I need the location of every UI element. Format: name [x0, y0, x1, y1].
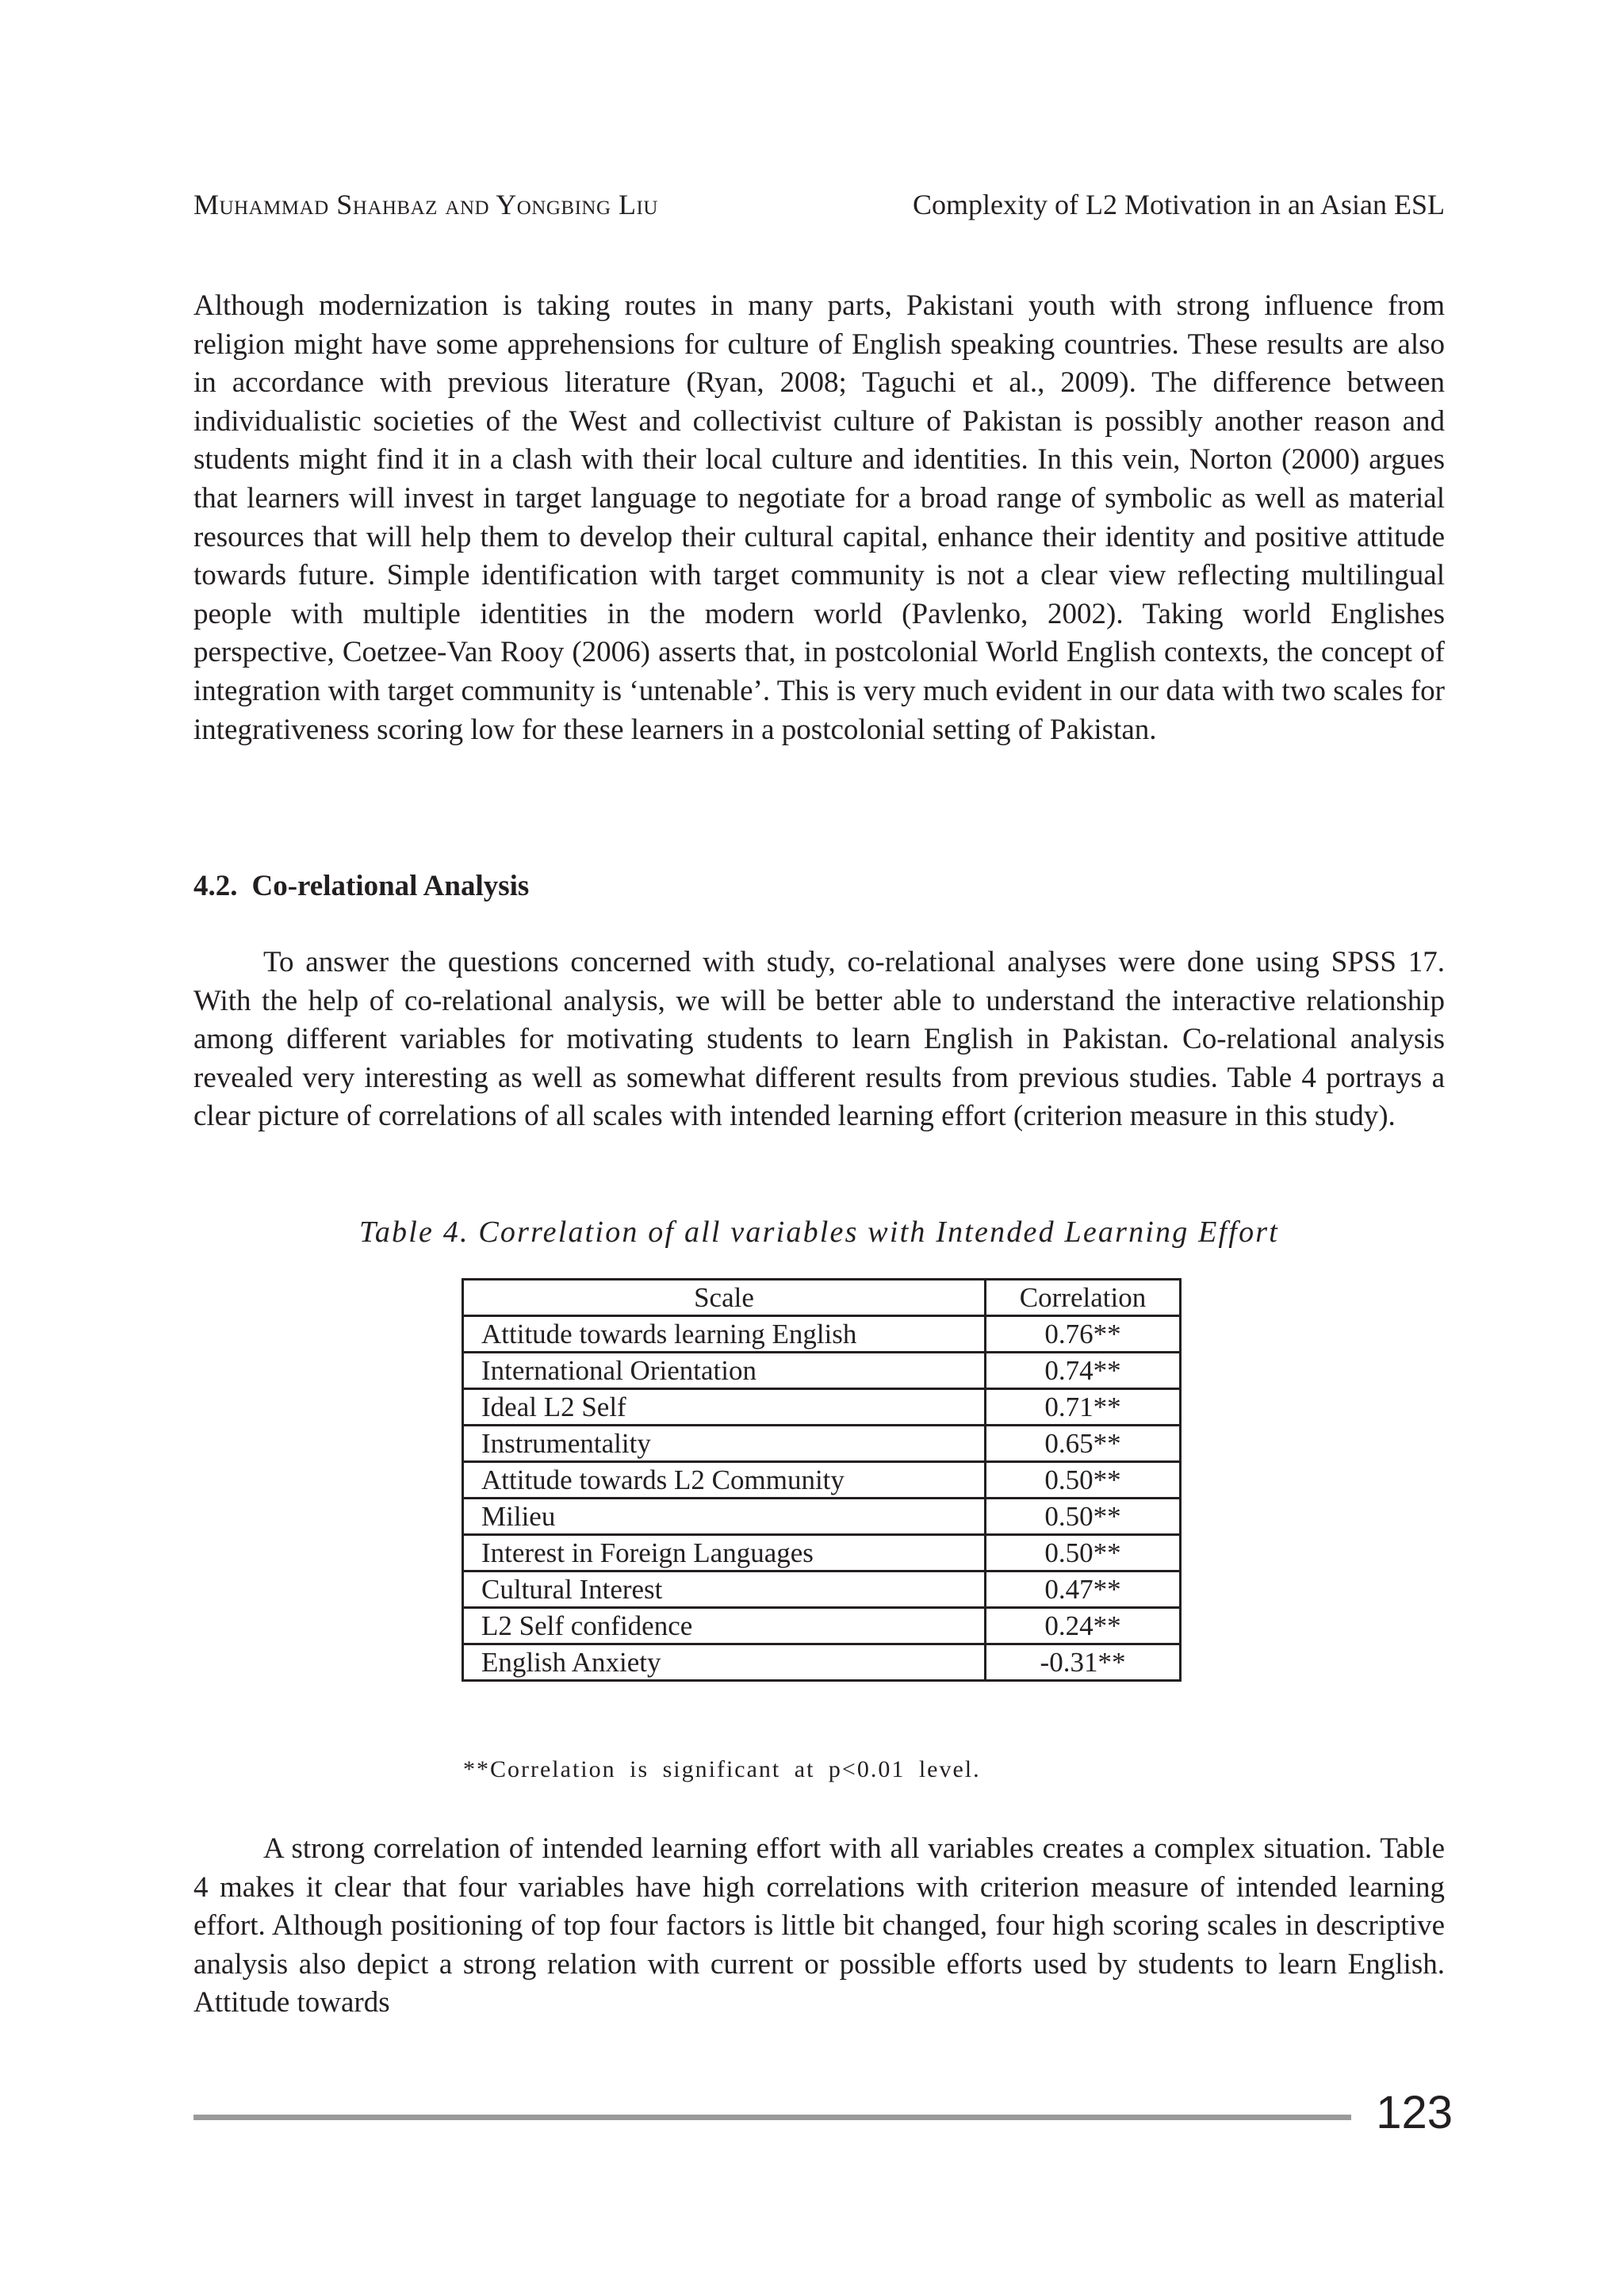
- scale-cell: Attitude towards L2 Community: [463, 1462, 986, 1499]
- correlation-cell: 0.65**: [986, 1426, 1181, 1462]
- scale-cell: Interest in Foreign Languages: [463, 1535, 986, 1571]
- running-head-title: Complexity of L2 Motivation in an Asian ESL: [913, 189, 1445, 220]
- correlation-cell: 0.50**: [986, 1499, 1181, 1535]
- table-row: [463, 1499, 1181, 1535]
- correlation-cell: 0.76**: [986, 1316, 1181, 1353]
- table-row: [463, 1535, 1181, 1571]
- table-row: [463, 1608, 1181, 1644]
- correlation-cell: 0.47**: [986, 1571, 1181, 1608]
- header-scale: Scale: [463, 1280, 986, 1316]
- correlation-cell: 0.50**: [986, 1535, 1181, 1571]
- table-row: [463, 1353, 1181, 1389]
- table-row: [463, 1571, 1181, 1608]
- scale-cell: L2 Self confidence: [463, 1608, 986, 1644]
- correlation-table: [462, 1278, 1182, 1682]
- running-head: [193, 187, 1445, 222]
- scale-cell: Ideal L2 Self: [463, 1389, 986, 1426]
- section-title: Co-relational Analysis: [251, 870, 530, 902]
- header-correlation: Correlation: [986, 1280, 1181, 1316]
- paragraph-3: A strong correlation of intended learning effort with all variables creates a complex situation. Table 4 makes it clear that four variables have high correlations with criterion measure of intended learning effort. Although positioning of top four factors is little bit changed, four high scoring scales in descriptive analysis also depict a strong relation with current or possible efforts used by students to learn English. Attitude towards: [193, 1832, 1445, 2019]
- correlation-cell: 0.71**: [986, 1389, 1181, 1426]
- section-heading: [193, 867, 529, 905]
- table-row: [463, 1316, 1181, 1353]
- page-number: 123: [1376, 2087, 1453, 2138]
- scale-cell: Instrumentality: [463, 1426, 986, 1462]
- correlation-cell: 0.50**: [986, 1462, 1181, 1499]
- correlation-cell: 0.24**: [986, 1608, 1181, 1644]
- scale-cell: English Anxiety: [463, 1644, 986, 1681]
- paragraph-1: Although modernization is taking routes in many parts, Pakistani youth with strong influence from religion might have some apprehensions for culture of English speaking countries. These results are also in accordance with previous literature (Ryan, 2008; Taguchi et al., 2009). The difference between individualistic societies of the West and collectivist culture of Pakistan is possibly another reason and students might find it in a clash with their local culture and identities. In this vein, Norton (2000) argues that learners will invest in target language to negotiate for a broad range of symbolic as well as material resources that will help them to develop their cultural capital, enhance their identity and positive attitude towards future. Simple identification with target community is not a clear view reflecting multilingual people with multiple identities in the modern world (Pavlenko, 2002). Taking world Englishes perspective, Coetzee-Van Rooy (2006) asserts that, in postcolonial World English contexts, the concept of integration with target community is ‘untenable’. This is very much evident in our data with two scales for integrativeness scoring low for these learners in a postcolonial setting of Pakistan.: [193, 289, 1445, 746]
- table-note: **Correlation is significant at p<0.01 level.: [463, 1756, 981, 1782]
- table-caption: Table 4. Correlation of all variables with Intended Learning Effort: [358, 1215, 1280, 1249]
- table-row: [463, 1389, 1181, 1426]
- table-row: [463, 1426, 1181, 1462]
- scale-cell: International Orientation: [463, 1353, 986, 1389]
- paragraph-2: To answer the questions concerned with study, co-relational analyses were done using SPSS 17. With the help of co-relational analysis, we will be better able to understand the interactive relationship among different variables for motivating students to learn English in Pakistan. Co-relational analysis revealed very interesting as well as somewhat different results from previous studies. Table 4 portrays a clear picture of correlations of all scales with intended learning effort (criterion measure in this study).: [193, 946, 1445, 1133]
- correlation-cell: -0.31**: [986, 1644, 1181, 1681]
- table-header-row: [463, 1280, 1181, 1316]
- footer-rule: [193, 2115, 1351, 2120]
- scale-cell: Attitude towards learning English: [463, 1316, 986, 1353]
- scale-cell: Cultural Interest: [463, 1571, 986, 1608]
- running-head-authors: Muhammad Shahbaz and Yongbing Liu: [193, 189, 658, 220]
- table-row: [463, 1644, 1181, 1681]
- section-number: 4.2.: [193, 870, 238, 902]
- correlation-cell: 0.74**: [986, 1353, 1181, 1389]
- table-row: [463, 1462, 1181, 1499]
- scale-cell: Milieu: [463, 1499, 986, 1535]
